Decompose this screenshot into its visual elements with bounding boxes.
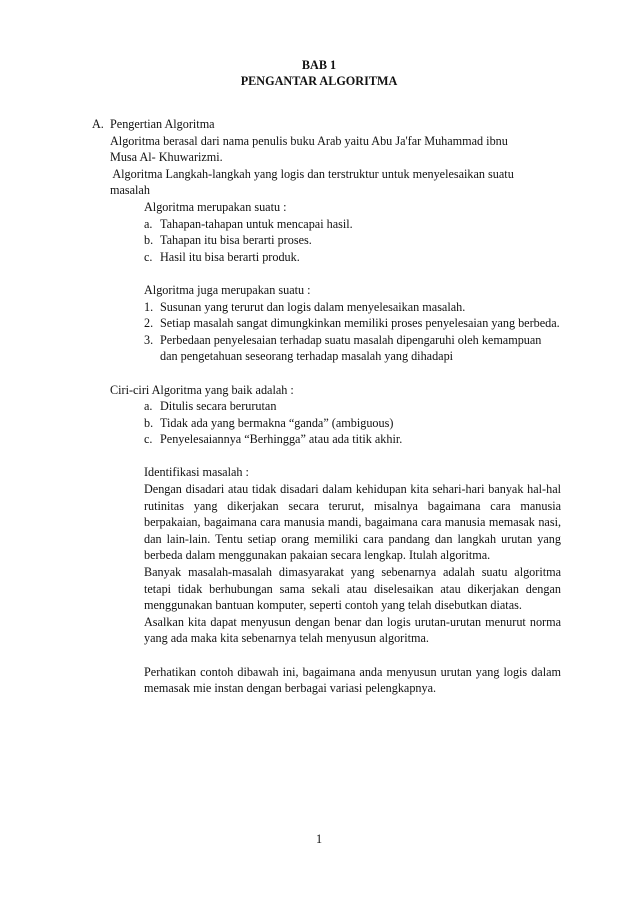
section-a-letter: A. [92, 117, 104, 131]
definition-list-block [110, 199, 561, 365]
ciri-list [144, 398, 561, 448]
list-item [144, 398, 561, 415]
list-marker: a. [144, 216, 153, 231]
list-item-text: Ditulis secara berurutan [160, 399, 277, 414]
ciri-heading: Ciri-ciri Algoritma yang baik adalah : [110, 382, 294, 397]
list-marker: b. [144, 233, 154, 248]
paragraph: Asalkan kita dapat menyusun dengan benar dan logis urutan-urutan menurut norma yang ada maka kita sebenarnya telah menyusun algoritma. [144, 614, 561, 646]
list-heading: Algoritma juga merupakan suatu : [144, 282, 311, 297]
list-item [144, 232, 561, 249]
list-marker: a. [144, 399, 153, 414]
list-item-text: Penyelesaiannya “Berhingga” atau ada titik akhir. [160, 432, 403, 447]
list-item [144, 315, 561, 332]
section-a-title: Pengertian Algoritma [110, 117, 215, 131]
paragraph: Dengan disadari atau tidak disadari dalam kehidupan kita sehari-hari banyak hal-hal rutinitas yang dikerjakan secara terurut, misalnya bagaimana cara manusia berpakaian, bagaimana cara manusia mandi, bagaimana cara manusia memasak nasi, dan lain-lain. Tentu setiap orang memiliki cara pandang dan langkah urutan yang berbeda dalam menggunakan pakaian secara lengkap. Itulah algoritma. [144, 482, 561, 563]
list-item-text: Susunan yang terurut dan logis dalam menyelesaikan masalah. [160, 299, 466, 314]
list-item [144, 332, 561, 365]
list-item [144, 431, 561, 448]
list-marker: 2. [144, 316, 154, 331]
list-marker: b. [144, 415, 154, 430]
ciri-block [110, 398, 561, 697]
intro-line: Musa Al- Khuwarizmi. [110, 150, 223, 165]
list-item-text: Perbedaan penyelesaian terhadap suatu masalah dipengaruhi oleh kemampuan dan pengetahuan seseorang terhadap masalah yang dihadapi [160, 332, 542, 364]
intro-line: Algoritma berasal dari nama penulis buku Arab yaitu Abu Ja'far Muhammad ibnu [110, 133, 508, 148]
intro-line: Algoritma Langkah-langkah yang logis dan terstruktur untuk menyelesaikan suatu [110, 166, 514, 181]
paragraph: Banyak masalah-masalah dimasyarakat yang sebenarnya adalah suatu algoritma tetapi tidak berhubungan sama sekali atau diselesaikan atau dikerjakan dengan menggunakan bantuan komputer, seperti contoh yang telah disebutkan diatas. [144, 565, 561, 613]
list-item [144, 216, 561, 233]
list-item [144, 249, 561, 266]
intro-line: masalah [110, 183, 150, 198]
list-item-text: Tidak ada yang bermakna “ganda” (ambiguous) [160, 415, 394, 430]
list-item [144, 299, 561, 316]
list-marker: c. [144, 249, 153, 264]
list-item-text: Hasil itu bisa berarti produk. [160, 249, 300, 264]
list-marker: 3. [144, 332, 154, 347]
list-heading: Algoritma merupakan suatu : [144, 199, 287, 214]
chapter-number: BAB 1 [301, 58, 337, 72]
page-number: 1 [315, 832, 323, 846]
paragraph: Perhatikan contoh dibawah ini, bagaimana anda menyusun urutan yang logis dalam memasak mie instan dengan berbagai variasi pelengkapnya. [144, 664, 561, 696]
list-marker: c. [144, 432, 153, 447]
numbered-list [144, 299, 561, 365]
body-content [92, 116, 561, 697]
list-marker: 1. [144, 299, 154, 314]
list-item-text: Setiap masalah sangat dimungkinkan memiliki proses penyelesaian yang berbeda. [160, 316, 560, 331]
identifikasi-heading: Identifikasi masalah : [144, 465, 249, 480]
list-item-text: Tahapan itu bisa berarti proses. [160, 233, 312, 248]
list-item [144, 415, 561, 432]
list-item-text: Tahapan-tahapan untuk mencapai hasil. [160, 216, 353, 231]
section-a [92, 116, 561, 697]
chapter-title: PENGANTAR ALGORITMA [240, 74, 398, 88]
definition-list [144, 216, 561, 266]
